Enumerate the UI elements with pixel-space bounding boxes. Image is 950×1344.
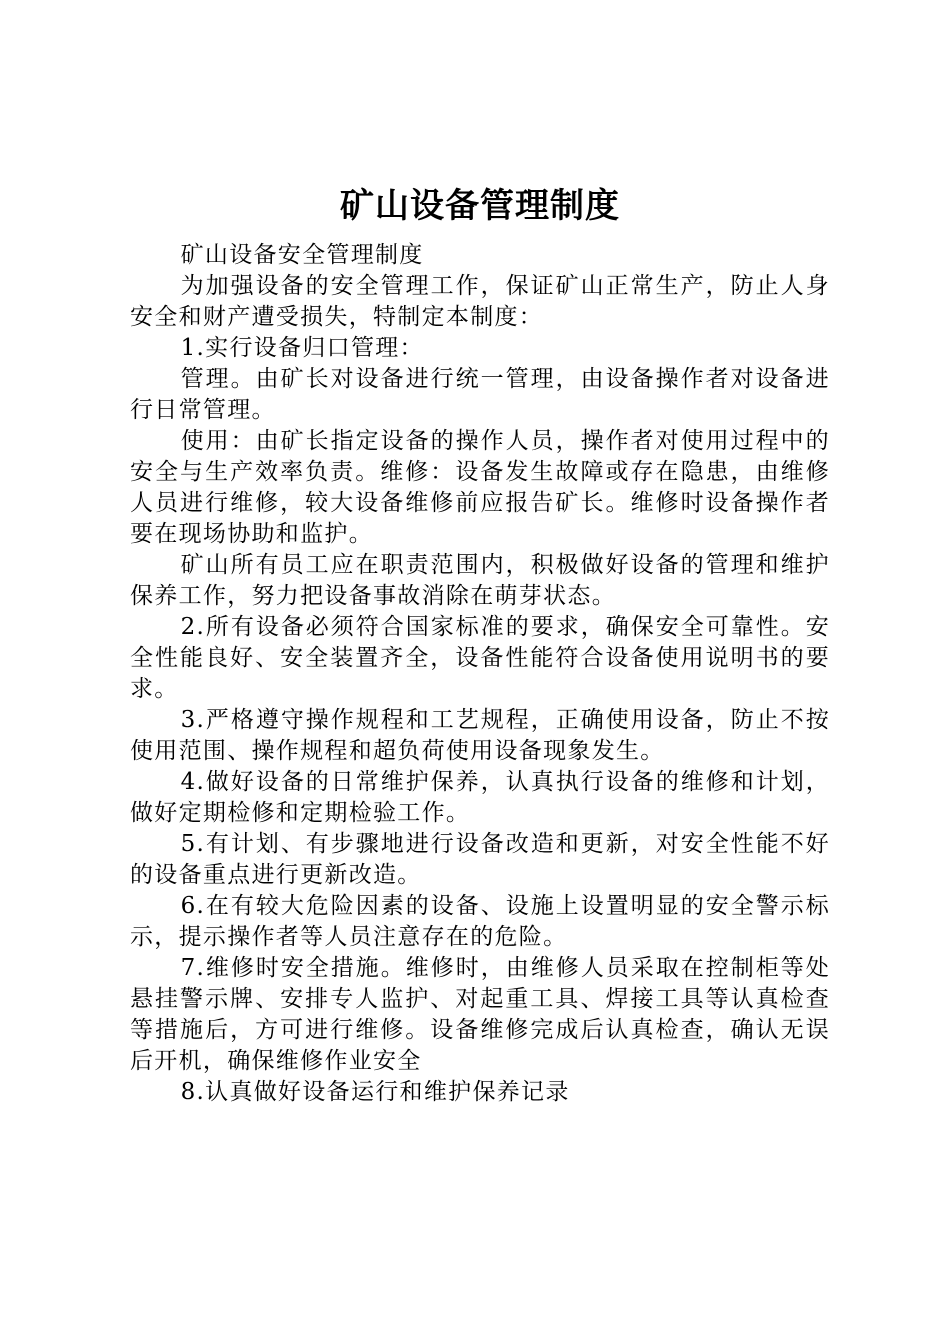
paragraph-item-1: 1.实行设备归口管理： [180,335,424,361]
document-title: 矿山设备管理制度 [340,186,620,226]
paragraph-item-3: 3.严格遵守操作规程和工艺规程，正确使用设备，防止不按使用范围、操作规程和超负荷使用设备现象发生。 [130,707,830,764]
paragraph-intro: 为加强设备的安全管理工作，保证矿山正常生产，防止人身安全和财产遭受损失，特制定本制度： [130,273,830,330]
paragraph-subtitle: 矿山设备安全管理制度 [180,242,424,268]
paragraph-staff-duty: 矿山所有员工应在职责范围内，积极做好设备的管理和维护保养工作，努力把设备事故消除在萌芽状态。 [130,552,830,609]
paragraph-item-8: 8.认真做好设备运行和维护保养记录 [180,1079,570,1105]
paragraph-item-7: 7.维修时安全措施。维修时，由维修人员采取在控制柜等处悬挂警示牌、安排专人监护、对起重工具、焊接工具等认真检查等措施后，方可进行维修。设备维修完成后认真检查，确认无误后开机，确保维修作业安全 [130,955,830,1074]
document-page [130,180,830,1108]
paragraph-item-6: 6.在有较大危险因素的设备、设施上设置明显的安全警示标示，提示操作者等人员注意存在的危险。 [130,893,830,950]
paragraph-item-5: 5.有计划、有步骤地进行设备改造和更新，对安全性能不好的设备重点进行更新改造。 [130,831,830,888]
paragraph-management: 管理。由矿长对设备进行统一管理，由设备操作者对设备进行日常管理。 [130,366,830,423]
paragraph-usage: 使用：由矿长指定设备的操作人员，操作者对使用过程中的安全与生产效率负责。维修：设备发生故障或存在隐患，由维修人员进行维修，较大设备维修前应报告矿长。维修时设备操作者要在现场协助和监护。 [130,428,830,547]
paragraph-item-2: 2.所有设备必须符合国家标准的要求，确保安全可靠性。安全性能良好、安全装置齐全，设备性能符合设备使用说明书的要求。 [130,614,830,702]
paragraph-item-4: 4.做好设备的日常维护保养，认真执行设备的维修和计划，做好定期检修和定期检验工作。 [130,769,830,826]
